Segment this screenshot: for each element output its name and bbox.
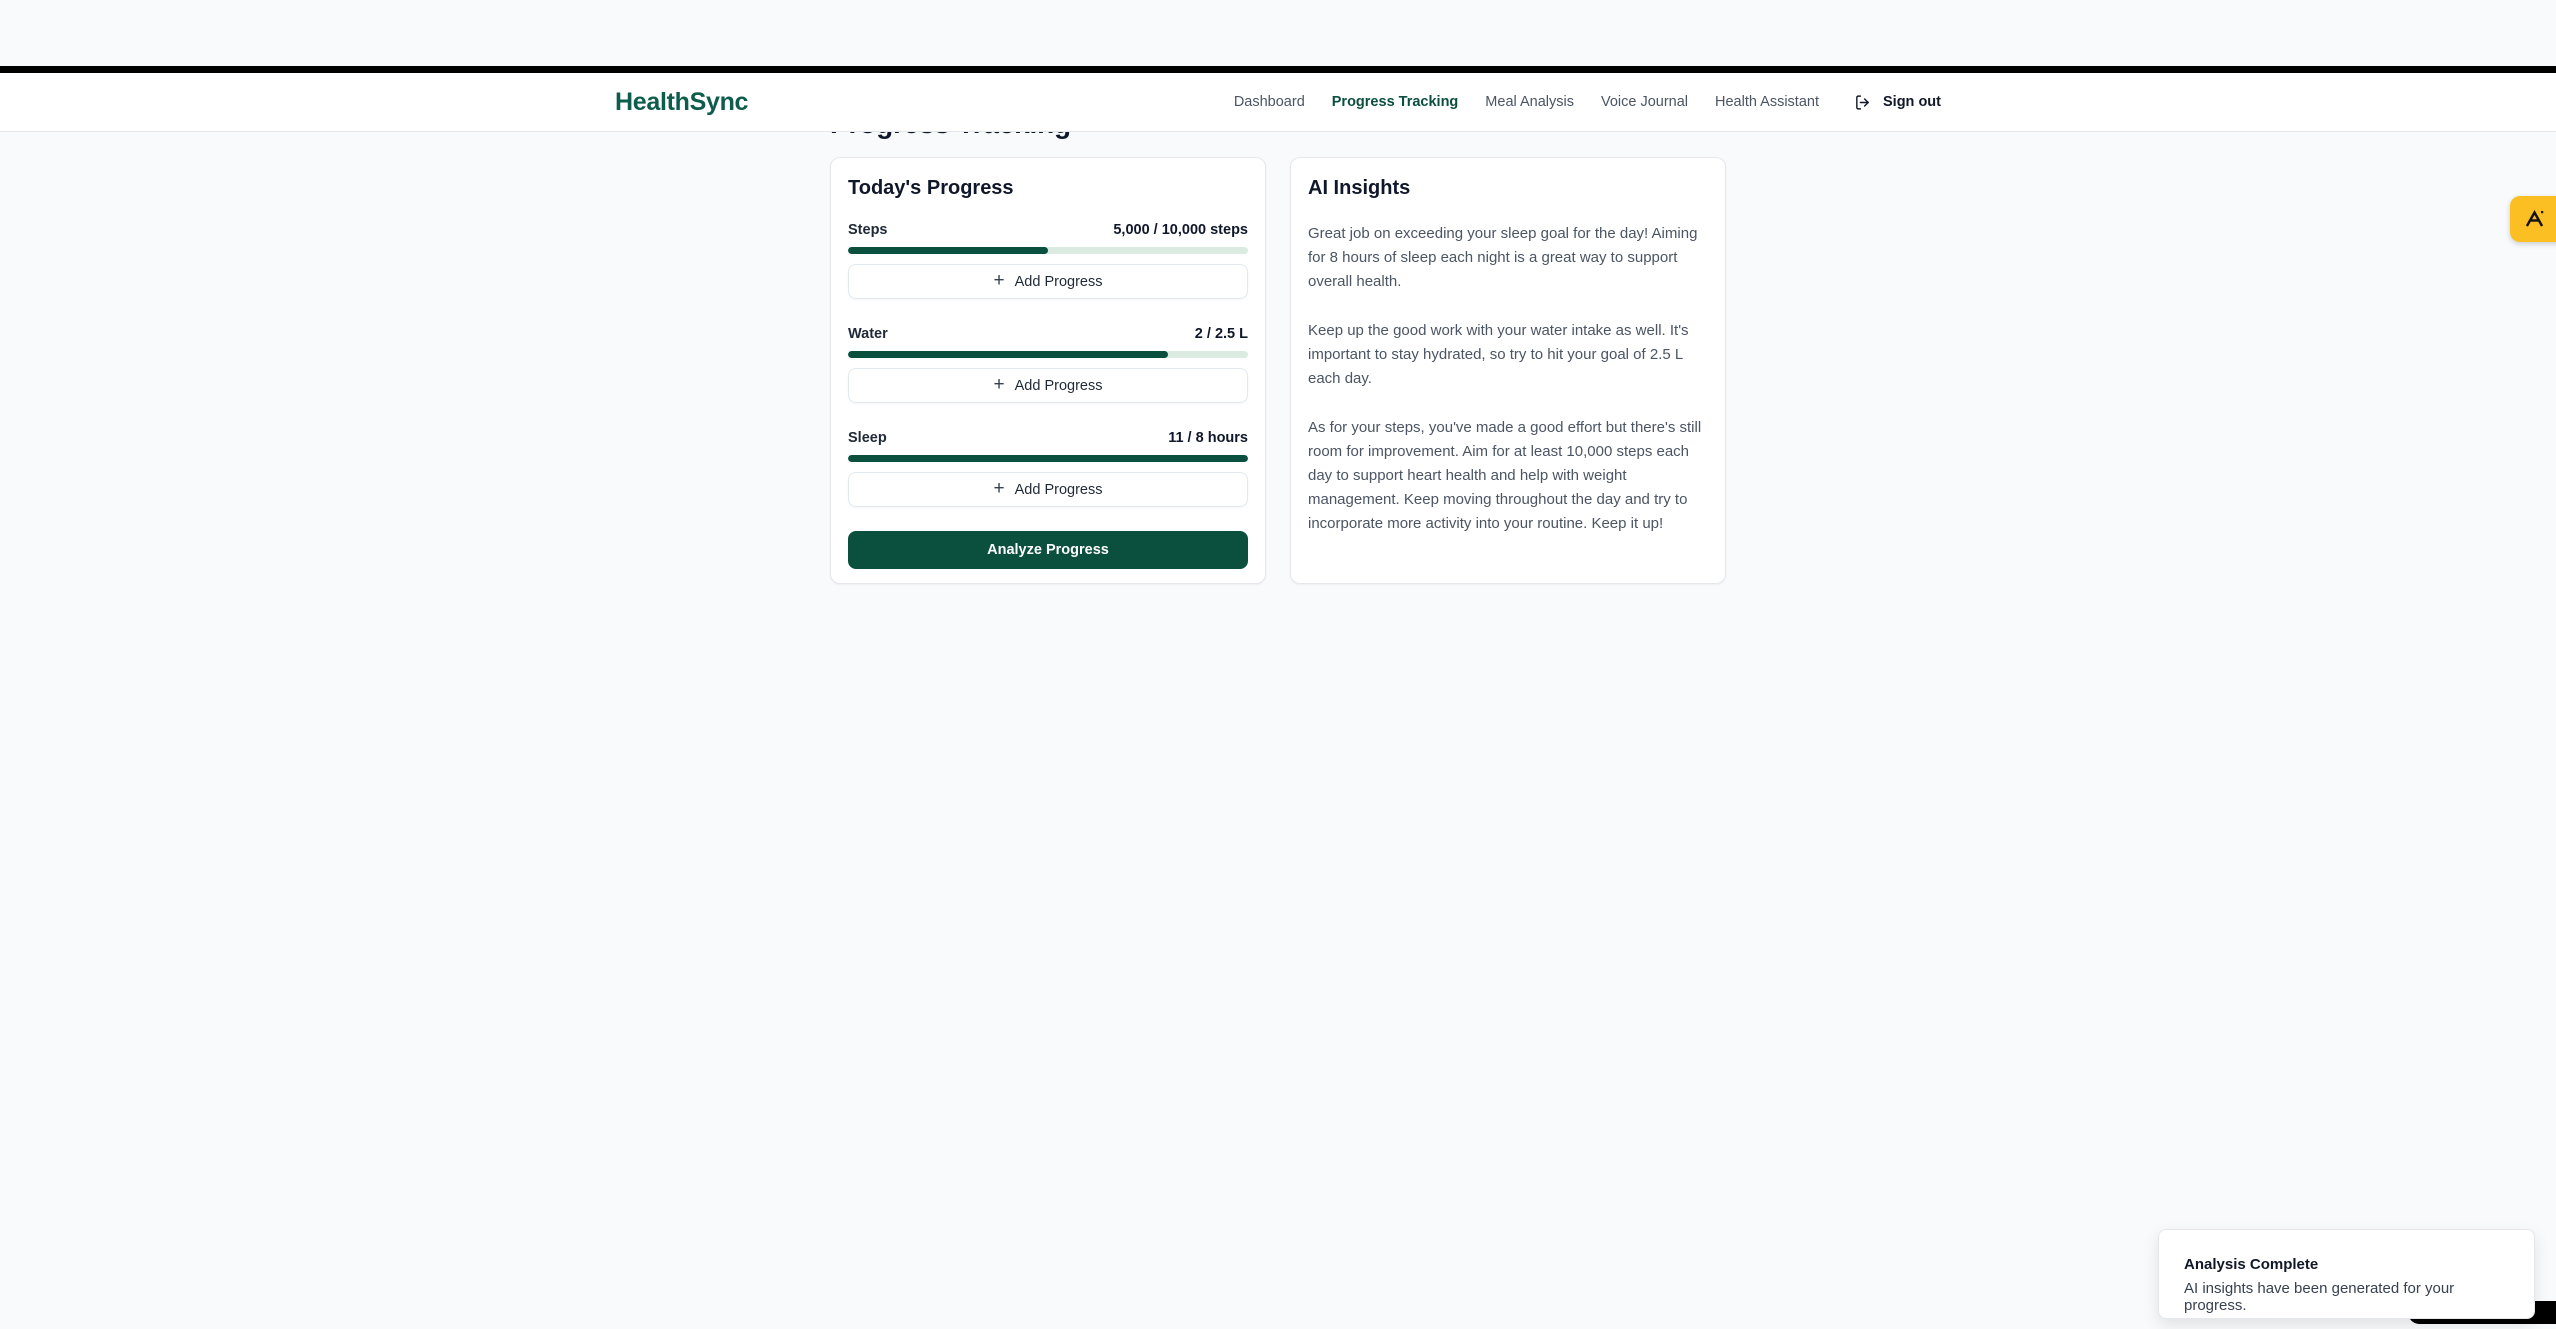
metric-steps bbox=[848, 222, 1248, 299]
insight-paragraph-water: Keep up the good work with your water intake as well. It's important to stay hydrated, so try to hit your goal of 2.5 L each day. bbox=[1308, 322, 1689, 387]
sleep-progress-bar bbox=[848, 455, 1248, 462]
mountain-logo-icon bbox=[2524, 208, 2546, 230]
metric-sleep bbox=[848, 430, 1248, 507]
sign-out-label: Sign out bbox=[1883, 94, 1941, 110]
nav-item-meal-analysis[interactable]: Meal Analysis bbox=[1485, 94, 1574, 110]
progress-tracking-page bbox=[0, 66, 2556, 1329]
water-label: Water bbox=[848, 326, 888, 342]
nav-item-dashboard[interactable]: Dashboard bbox=[1233, 94, 1305, 110]
metric-water bbox=[848, 326, 1248, 403]
top-black-bar bbox=[0, 66, 2556, 73]
ai-insights-card bbox=[1290, 157, 1726, 584]
sleep-progress-fill bbox=[848, 455, 1248, 462]
toast-message: AI insights have been generated for your progress. bbox=[2184, 1280, 2455, 1314]
insight-paragraph-steps: As for your steps, you've made a good effort but there's still room for improvement. Aim for at least 10,000 steps each day to support heart health and help with weight management. Keep moving throughout the day and try to incorporate more activity into your routine. Keep it up! bbox=[1308, 419, 1702, 532]
progress-card-title: Today's Progress bbox=[848, 177, 1014, 199]
water-value: 2 / 2.5 L bbox=[1194, 326, 1248, 342]
nav-item-voice-journal[interactable]: Voice Journal bbox=[1600, 94, 1689, 110]
add-progress-label: Add Progress bbox=[1014, 273, 1103, 290]
insights-card-title: AI Insights bbox=[1308, 177, 1411, 199]
sleep-add-progress-button[interactable] bbox=[848, 472, 1248, 507]
steps-label: Steps bbox=[848, 222, 888, 238]
add-progress-label: Add Progress bbox=[1014, 481, 1103, 498]
insight-paragraph-sleep: Great job on exceeding your sleep goal for the day! Aiming for 8 hours of sleep each night is a great way to support overall health. bbox=[1308, 225, 1698, 290]
plus-icon: + bbox=[993, 374, 1005, 395]
logout-icon bbox=[1854, 94, 1871, 111]
main-nav bbox=[1234, 94, 1941, 111]
app-header bbox=[0, 73, 2556, 132]
steps-add-progress-button[interactable] bbox=[848, 264, 1248, 299]
side-widget-button[interactable] bbox=[2510, 196, 2556, 242]
steps-progress-bar bbox=[848, 247, 1248, 254]
nav-item-health-assistant[interactable]: Health Assistant bbox=[1715, 94, 1819, 110]
todays-progress-card bbox=[830, 157, 1266, 584]
steps-progress-fill bbox=[848, 247, 1048, 254]
add-progress-label: Add Progress bbox=[1014, 377, 1103, 394]
main-content bbox=[830, 66, 1726, 584]
sign-out-button[interactable] bbox=[1854, 94, 1941, 111]
sleep-label: Sleep bbox=[848, 430, 887, 446]
analysis-complete-toast bbox=[2158, 1229, 2535, 1319]
water-progress-bar bbox=[848, 351, 1248, 358]
app-logo[interactable]: HealthSync bbox=[615, 87, 749, 116]
steps-value: 5,000 / 10,000 steps bbox=[1113, 222, 1248, 238]
sleep-value: 11 / 8 hours bbox=[1168, 430, 1248, 446]
toast-title: Analysis Complete bbox=[2184, 1256, 2319, 1273]
plus-icon: + bbox=[993, 478, 1005, 499]
plus-icon: + bbox=[993, 270, 1005, 291]
analyze-progress-button[interactable]: Analyze Progress bbox=[848, 531, 1248, 569]
water-progress-fill bbox=[848, 351, 1168, 358]
nav-item-progress-tracking[interactable]: Progress Tracking bbox=[1331, 94, 1459, 110]
water-add-progress-button[interactable] bbox=[848, 368, 1248, 403]
